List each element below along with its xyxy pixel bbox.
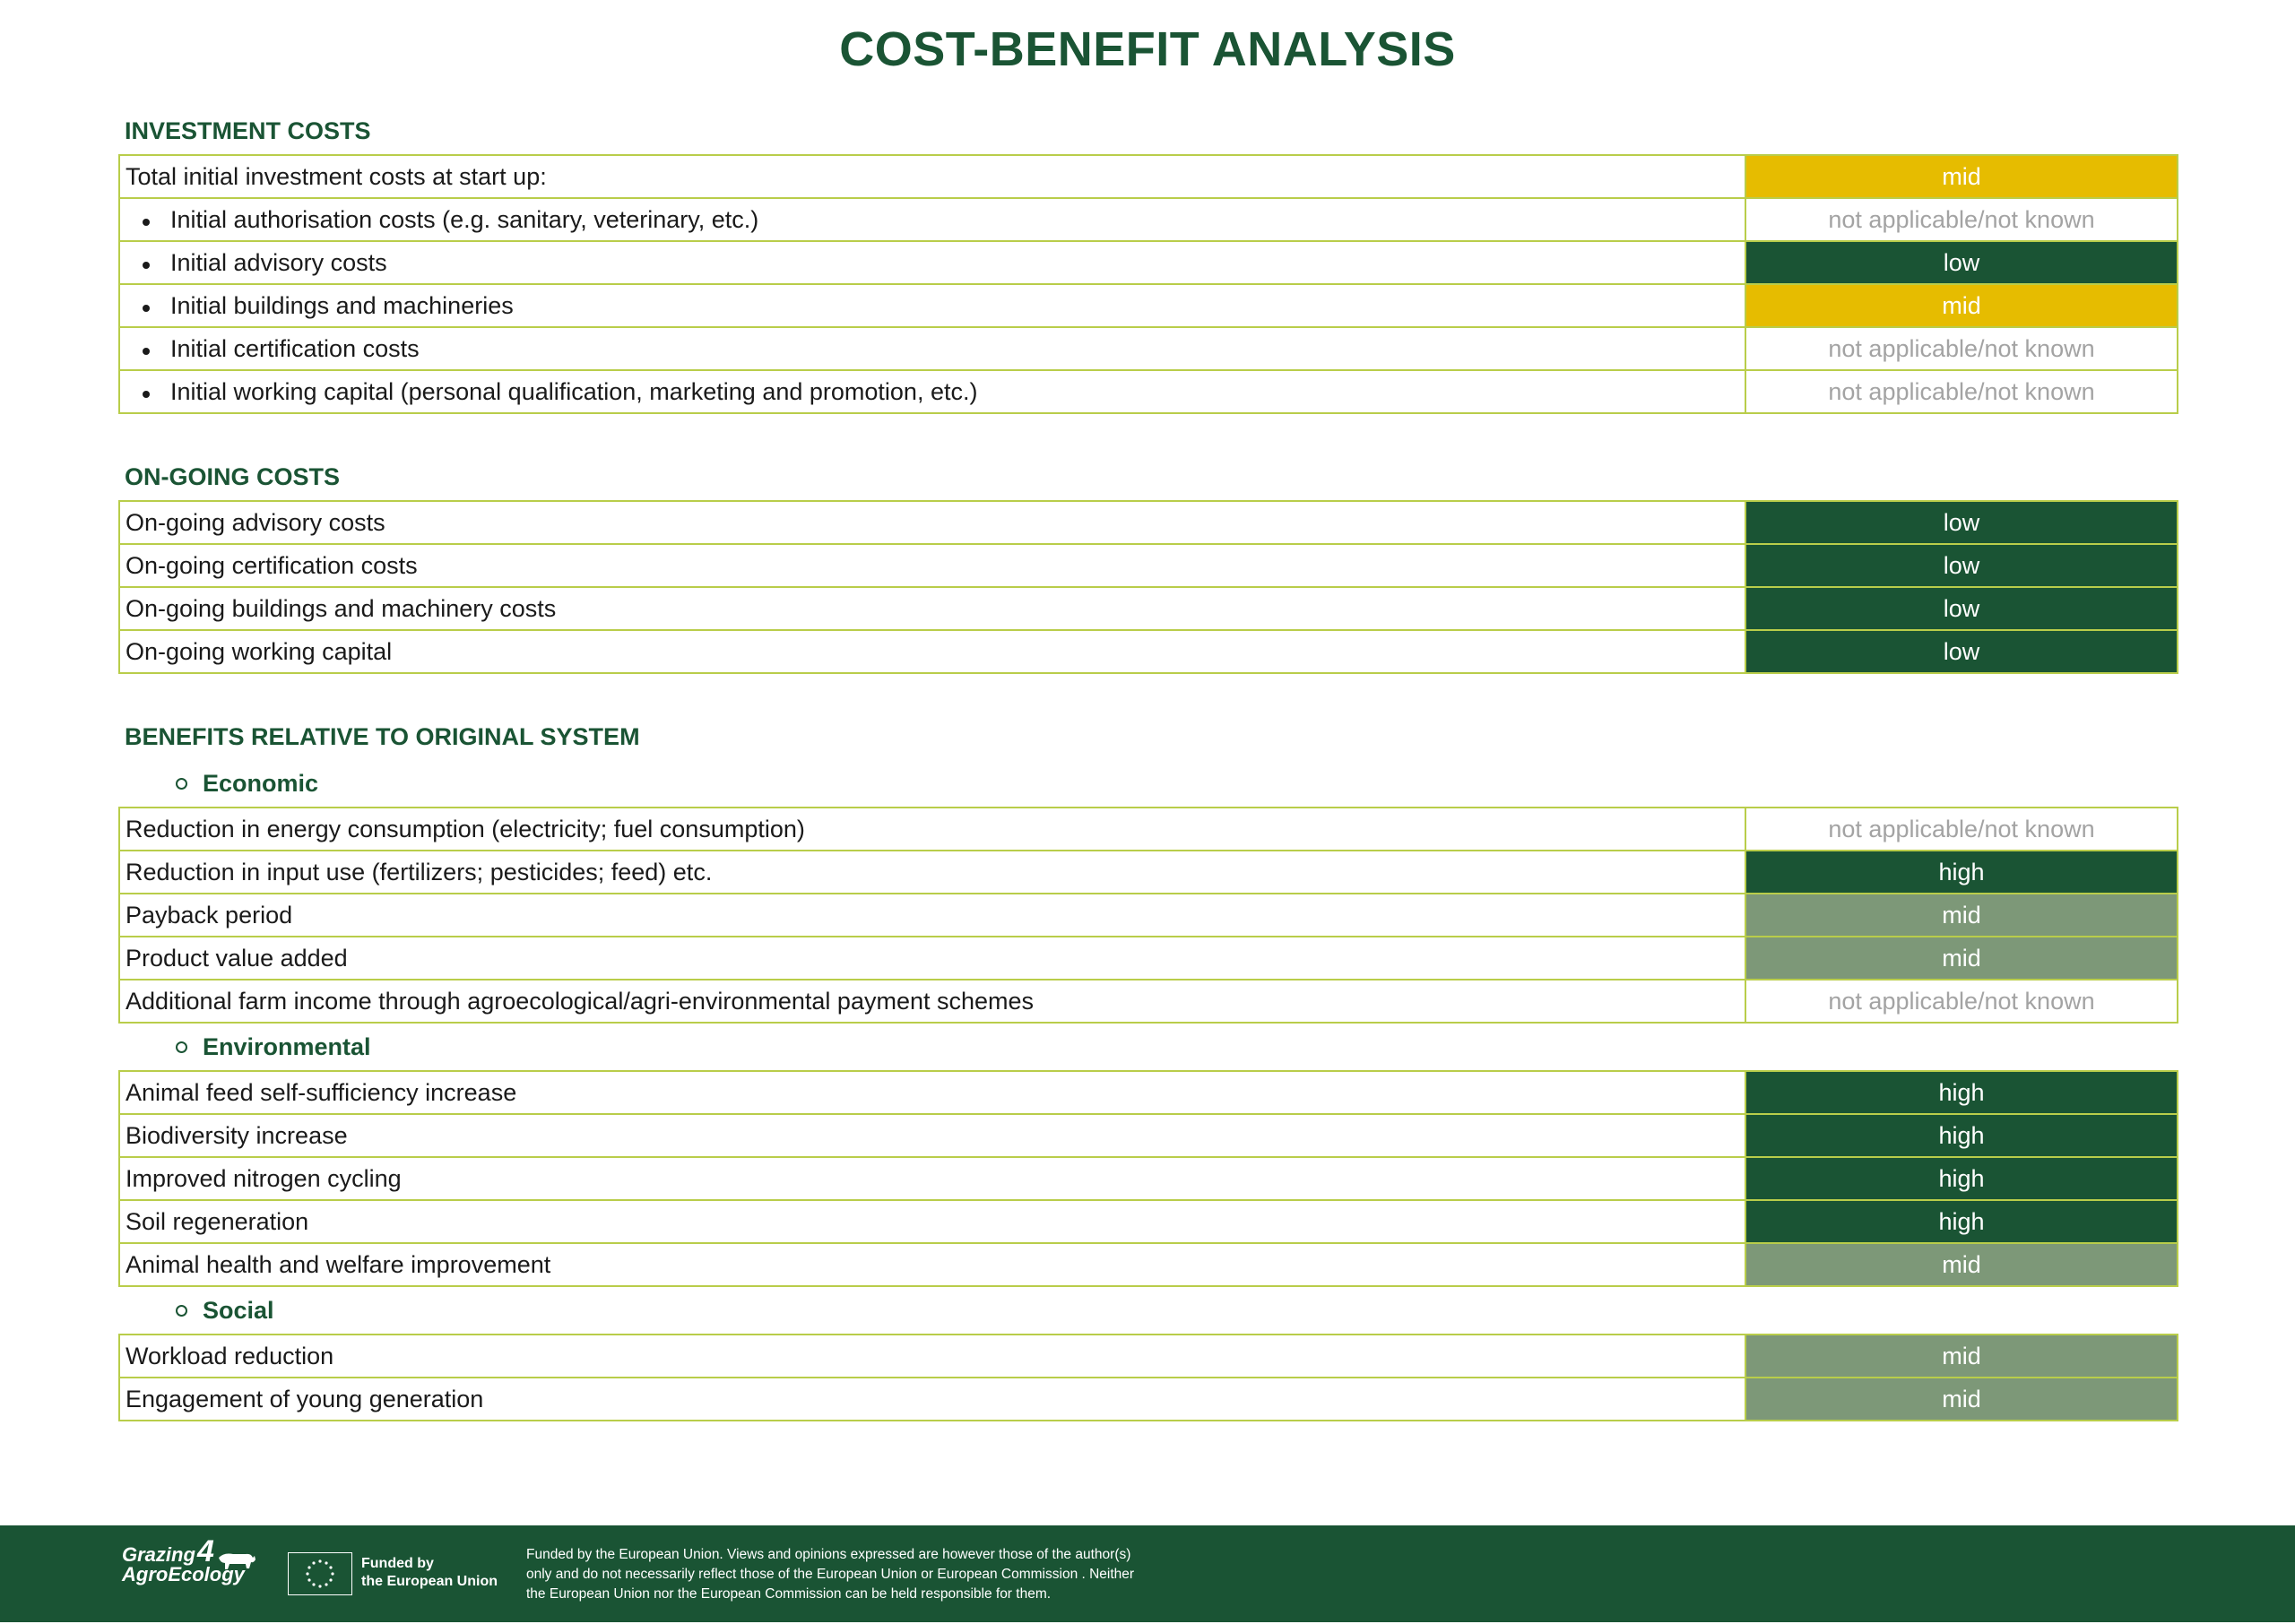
grazing-agroecology-logo: [122, 1534, 262, 1599]
investment-costs-heading: INVESTMENT COSTS: [125, 117, 371, 144]
rating-cell: mid: [1745, 284, 2178, 327]
table-row: [119, 1071, 2178, 1114]
row-label: Initial buildings and machineries: [119, 284, 1745, 327]
table-row: [119, 1200, 2178, 1243]
row-label: Reduction in input use (fertilizers; pesticides; feed) etc.: [119, 851, 1745, 894]
table-row: [119, 327, 2178, 370]
rating-cell: mid: [1745, 937, 2178, 980]
rating-cell: not applicable/not known: [1745, 808, 2178, 851]
row-label: Engagement of young generation: [119, 1378, 1745, 1421]
table-row: [119, 198, 2178, 241]
table-row: [119, 1378, 2178, 1421]
rating-cell: mid: [1745, 1378, 2178, 1421]
rating-cell: mid: [1745, 894, 2178, 937]
row-label: Payback period: [119, 894, 1745, 937]
disclaimer-line-1: Funded by the European Union. Views and opinions expressed are however those of the author(s): [526, 1547, 1131, 1562]
social-benefits-table: [118, 1334, 2178, 1421]
cow-icon: [215, 1551, 256, 1574]
row-label: Reduction in energy consumption (electricity; fuel consumption): [119, 808, 1745, 851]
rating-cell: high: [1745, 851, 2178, 894]
environmental-benefits-table: [118, 1070, 2178, 1287]
rating-cell: not applicable/not known: [1745, 198, 2178, 241]
eu-line-1: Funded by: [361, 1556, 434, 1571]
environmental-subheading: Environmental: [118, 1024, 2177, 1070]
eu-funding-label: [361, 1555, 498, 1591]
disclaimer-line-2: only and do not necessarily reflect those of the European Union or European Commission . Neither: [526, 1567, 1135, 1582]
row-label: Biodiversity increase: [119, 1114, 1745, 1157]
table-row: [119, 284, 2178, 327]
table-row: [119, 370, 2178, 413]
rating-cell: not applicable/not known: [1745, 327, 2178, 370]
rating-cell: low: [1745, 544, 2178, 587]
table-row: [119, 937, 2178, 980]
row-label: Total initial investment costs at start up:: [119, 155, 1745, 198]
rating-cell: low: [1745, 501, 2178, 544]
table-row: [119, 851, 2178, 894]
row-label: Initial authorisation costs (e.g. sanitary, veterinary, etc.): [119, 198, 1745, 241]
disclaimer-text: [526, 1545, 1243, 1604]
logo-line-2: AgroEcology: [122, 1563, 245, 1585]
social-subheading: Social: [118, 1287, 2177, 1334]
rating-cell: mid: [1745, 1243, 2178, 1286]
table-row: [119, 587, 2178, 630]
economic-benefits-table: [118, 807, 2178, 1024]
eu-line-2: the European Union: [361, 1574, 498, 1589]
table-row: [119, 1157, 2178, 1200]
table-row: [119, 544, 2178, 587]
economic-subheading: Economic: [118, 760, 2177, 807]
row-label: Additional farm income through agroecological/agri-environmental payment schemes: [119, 980, 1745, 1023]
row-label: On-going advisory costs: [119, 501, 1745, 544]
table-row: [119, 1243, 2178, 1286]
row-label: Initial working capital (personal qualification, marketing and promotion, etc.): [119, 370, 1745, 413]
row-label: Initial advisory costs: [119, 241, 1745, 284]
ongoing-costs-heading: ON-GOING COSTS: [125, 463, 341, 490]
rating-cell: high: [1745, 1157, 2178, 1200]
rating-cell: not applicable/not known: [1745, 370, 2178, 413]
row-label: On-going working capital: [119, 630, 1745, 673]
investment-costs-table: [118, 154, 2178, 414]
table-row: [119, 1335, 2178, 1378]
eu-flag-icon: [288, 1552, 352, 1595]
rating-cell: low: [1745, 630, 2178, 673]
table-row: [119, 980, 2178, 1023]
ongoing-costs-table: [118, 500, 2178, 674]
footer: [0, 1525, 2295, 1622]
table-row: [119, 630, 2178, 673]
rating-cell: not applicable/not known: [1745, 980, 2178, 1023]
row-label: Product value added: [119, 937, 1745, 980]
row-label: On-going buildings and machinery costs: [119, 587, 1745, 630]
row-label: Workload reduction: [119, 1335, 1745, 1378]
row-label: Improved nitrogen cycling: [119, 1157, 1745, 1200]
row-label: Animal feed self-sufficiency increase: [119, 1071, 1745, 1114]
rating-cell: low: [1745, 241, 2178, 284]
rating-cell: high: [1745, 1071, 2178, 1114]
table-row: [119, 1114, 2178, 1157]
table-row: [119, 241, 2178, 284]
rating-cell: high: [1745, 1114, 2178, 1157]
benefits-heading: BENEFITS RELATIVE TO ORIGINAL SYSTEM: [125, 723, 640, 750]
analysis-content: [118, 108, 2177, 1421]
rating-cell: low: [1745, 587, 2178, 630]
table-row: [119, 894, 2178, 937]
row-label: Initial certification costs: [119, 327, 1745, 370]
rating-cell: mid: [1745, 155, 2178, 198]
row-label: On-going certification costs: [119, 544, 1745, 587]
logo-number: 4: [197, 1534, 214, 1568]
page-title: COST-BENEFIT ANALYSIS: [839, 22, 1456, 76]
row-label: Animal health and welfare improvement: [119, 1243, 1745, 1286]
logo-line-1: Grazing: [122, 1543, 195, 1566]
rating-cell: mid: [1745, 1335, 2178, 1378]
row-label: Soil regeneration: [119, 1200, 1745, 1243]
disclaimer-line-3: the European Union nor the European Commission can be held responsible for them.: [526, 1586, 1052, 1602]
table-row: [119, 155, 2178, 198]
table-row: [119, 501, 2178, 544]
table-row: [119, 808, 2178, 851]
rating-cell: high: [1745, 1200, 2178, 1243]
